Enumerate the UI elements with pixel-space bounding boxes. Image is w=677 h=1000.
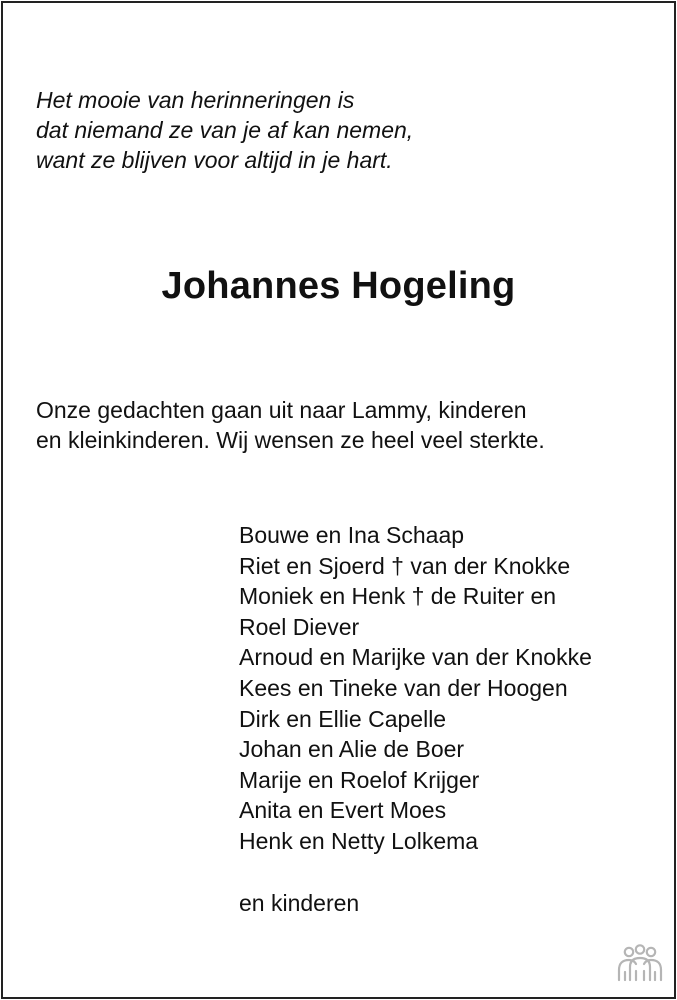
people-group-icon [616,944,664,984]
message-line: Onze gedachten gaan uit naar Lammy, kinderen [36,397,527,423]
signatory: Johan en Alie de Boer [239,736,465,763]
quote-line: dat niemand ze van je af kan nemen, [36,117,414,143]
signatory: Kees en Tineke van der Hoogen [239,674,568,701]
signatory: Anita en Evert Moes [239,797,447,824]
deceased-name: Johannes Hogeling [161,265,516,307]
signatory: Riet en Sjoerd † van der Knokke [239,552,571,579]
signatory: Henk en Netty Lolkema [239,827,479,854]
signatory-list [239,520,592,857]
signatory: Bouwe en Ina Schaap [239,522,465,548]
signatory: Roel Diever [239,613,360,640]
quote-line: Het mooie van herinneringen is [36,87,355,113]
memorial-quote [36,85,413,175]
message-line: en kleinkinderen. Wij wensen ze heel veel sterkte. [36,427,545,453]
closing-text: en kinderen [239,890,360,916]
signatory: Arnoud en Marijke van der Knokke [239,644,592,671]
obituary-card [1,1,676,999]
signatory: Marije en Roelof Krijger [239,766,480,793]
signatory: Dirk en Ellie Capelle [239,705,447,732]
signatory: Moniek en Henk † de Ruiter en [239,583,557,610]
condolence-message [36,395,545,455]
quote-line: want ze blijven voor altijd in je hart. [36,147,393,173]
